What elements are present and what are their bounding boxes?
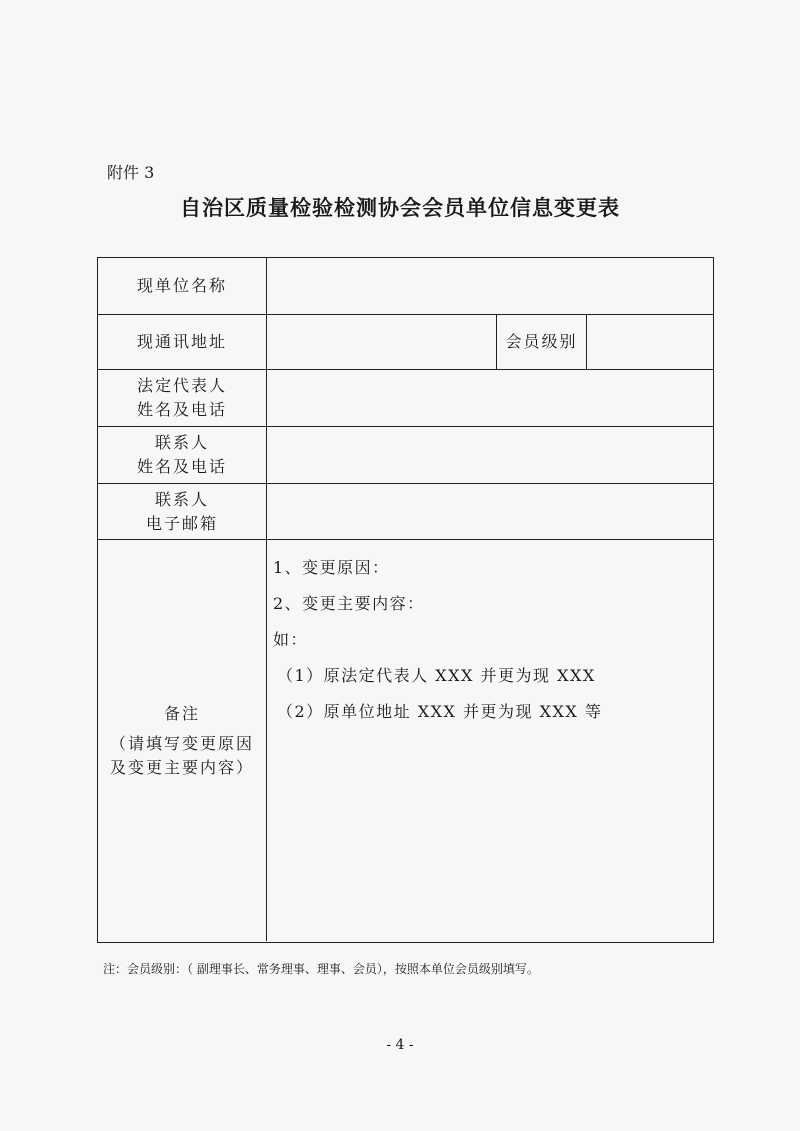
remarks-example-line: （2）原单位地址 XXX 并更为现 XXX 等 (277, 702, 603, 721)
remarks-label: 备注 （请填写变更原因 及变更主要内容） (98, 540, 267, 941)
member-level-field[interactable] (587, 315, 713, 370)
remarks-field[interactable] (267, 540, 713, 941)
contact-name-phone-label: 联系人 姓名及电话 (98, 427, 267, 484)
address-label: 现通讯地址 (98, 315, 267, 370)
contact-email-label: 联系人 电子邮箱 (98, 484, 267, 540)
legal-rep-field[interactable] (267, 370, 713, 427)
contact-name-phone-field[interactable] (267, 427, 713, 484)
remarks-line: 1、变更原因： (273, 558, 390, 577)
legal-rep-label: 法定代表人 姓名及电话 (98, 370, 267, 427)
attachment-label: 附件 3 (107, 163, 155, 182)
member-level-label: 会员级别 (497, 315, 587, 370)
form-title: 自治区质量检验检测协会会员单位信息变更表 (180, 196, 620, 220)
unit-name-label: 现单位名称 (98, 258, 267, 315)
unit-name-field[interactable] (267, 258, 713, 315)
remarks-line: 如： (273, 630, 309, 649)
remarks-line: 2、变更主要内容： (273, 594, 425, 613)
footnote: 注：会员级别：（ 副理事长、常务理事、理事、会员），按照本单位会员级别填写。 (103, 962, 539, 976)
page-number: - 4 - (386, 1037, 414, 1053)
contact-email-field[interactable] (267, 484, 713, 540)
remarks-example-line: （1）原法定代表人 XXX 并更为现 XXX (277, 666, 596, 685)
address-field[interactable] (267, 315, 497, 370)
member-info-change-form (97, 257, 714, 943)
